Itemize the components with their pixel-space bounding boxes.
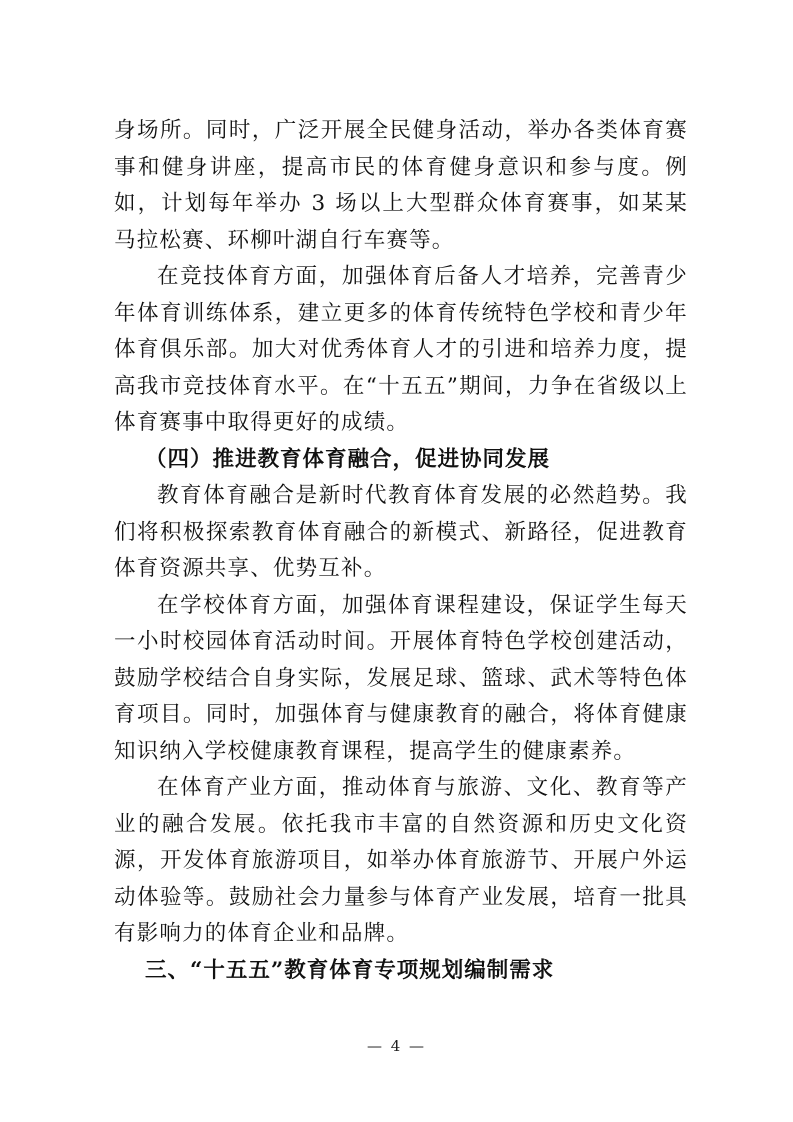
- paragraph-1: 身场所。同时，广泛开展全民健身活动，举办各类体育赛事和健身讲座，提高市民的体育健身意识和参与度。例如，计划每年举办 3 场以上大型群众体育赛事，如某某马拉松赛、环柳叶湖自行车赛等。: [114, 118, 688, 253]
- page-number: — 4 —: [366, 1037, 427, 1055]
- paragraph-5: 在体育产业方面，推动体育与旅游、文化、教育等产业的融合发展。依托我市丰富的自然资源和历史文化资源，开发体育旅游项目，如举办体育旅游节、开展户外运动体验等。鼓励社会力量参与体育产业发展，培育一批具有影响力的体育企业和品牌。: [114, 775, 688, 946]
- paragraph-4: 在学校体育方面，加强体育课程建设，保证学生每天一小时校园体育活动时间。开展体育特色学校创建活动，鼓励学校结合自身实际，发展足球、篮球、武术等特色体育项目。同时，加强体育与健康教育的融合，将体育健康知识纳入学校健康教育课程，提高学生的健康素养。: [114, 592, 688, 764]
- section-heading-3: 三、“十五五”教育体育专项规划编制需求: [145, 957, 555, 983]
- document-body: [114, 113, 688, 989]
- paragraph-2: 在竞技体育方面，加强体育后备人才培养，完善青少年体育训练体系，建立更多的体育传统特色学校和青少年体育俱乐部。加大对优秀体育人才的引进和培养力度，提高我市竞技体育水平。在“十五五”期间，力争在省级以上体育赛事中取得更好的成绩。: [114, 264, 688, 435]
- subheading-4: （四）推进教育体育融合，促进协同发展: [145, 446, 551, 472]
- paragraph-3: 教育体育融合是新时代教育体育发展的必然趋势。我们将积极探索教育体育融合的新模式、新路径，促进教育体育资源共享、优势互补。: [114, 483, 688, 581]
